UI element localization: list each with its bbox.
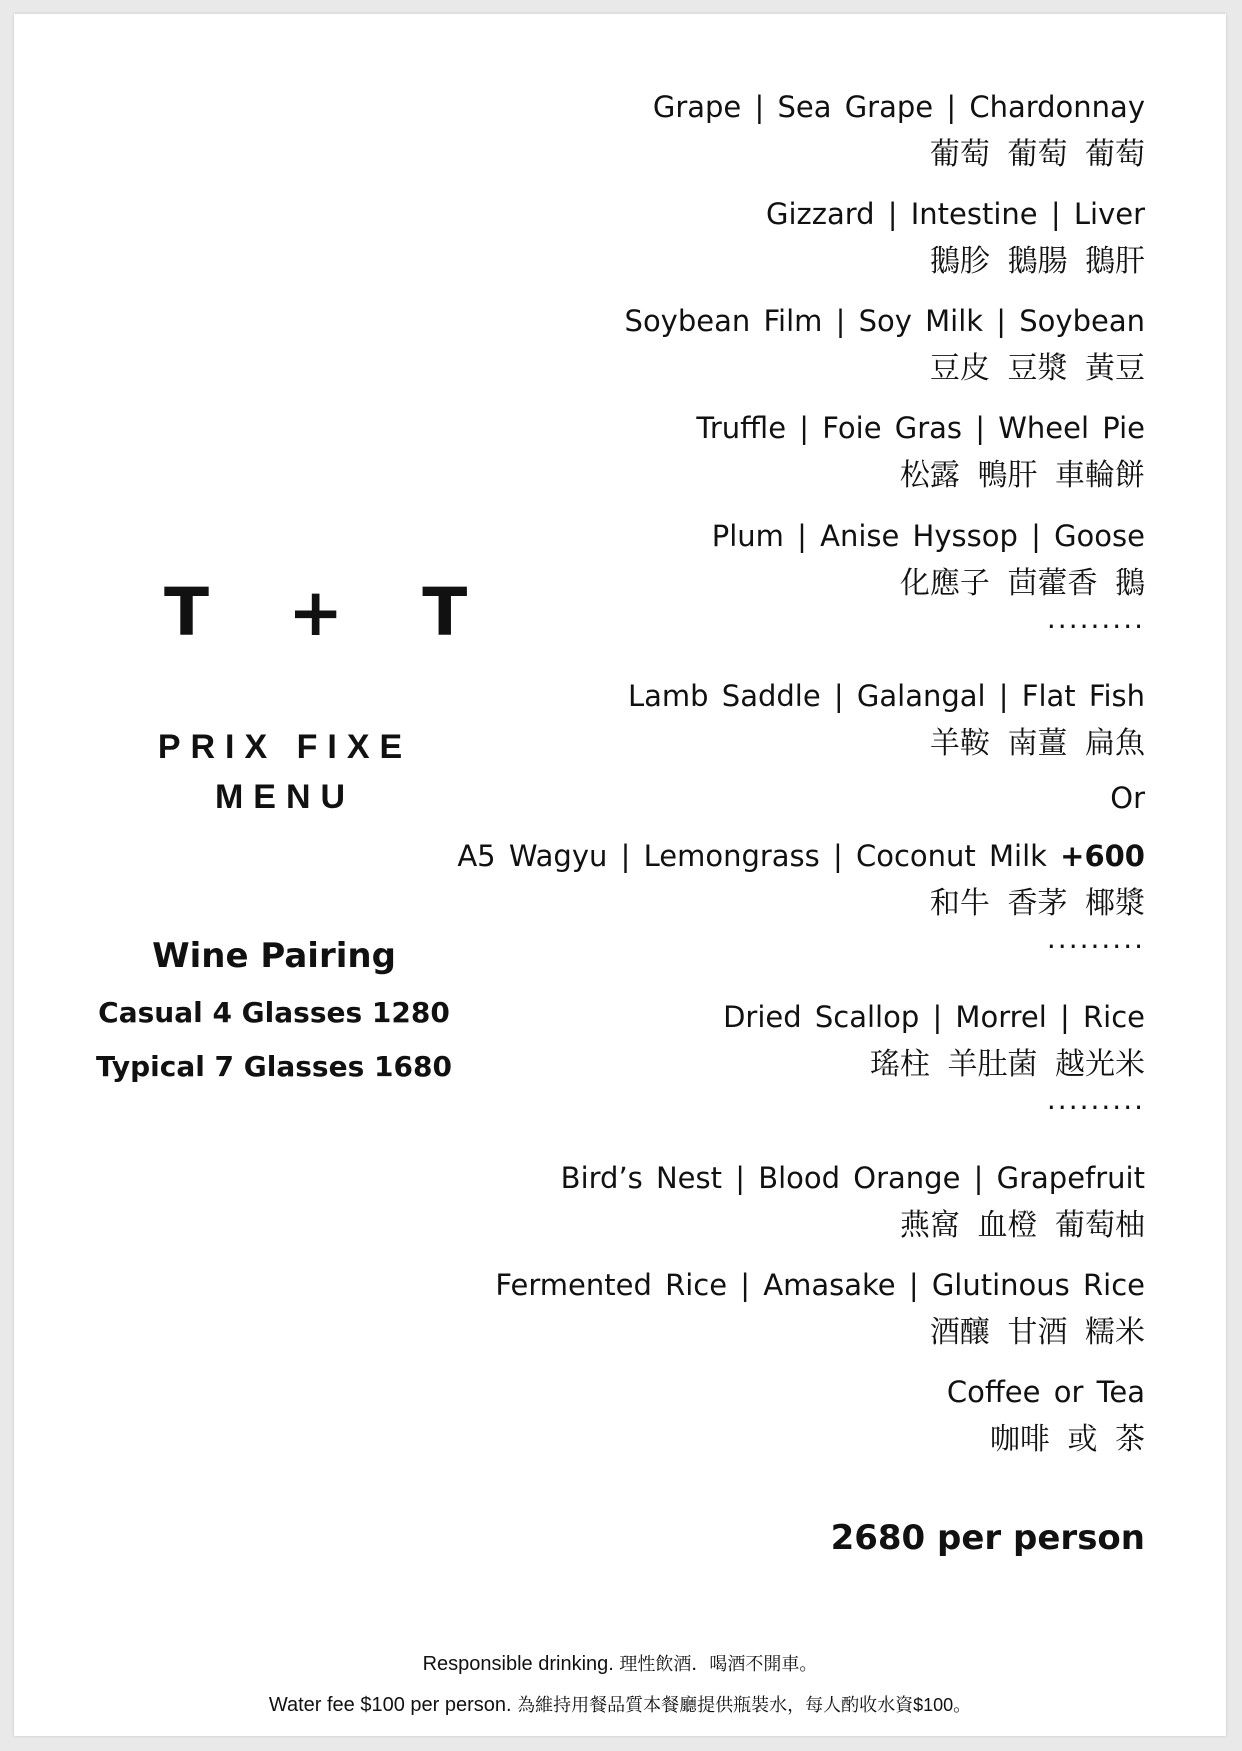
course-6-alt-english: A5 Wagyu | Lemongrass | Coconut Milk +600 [457, 839, 1145, 873]
course-7-chinese: 瑤柱 羊肚菌 越光米 [869, 1047, 1145, 1082]
course-6-alt-chinese: 和牛 香茅 椰漿 [929, 886, 1145, 921]
section-separator-2: ......... [1046, 922, 1145, 955]
footer-line1-english: Responsible drinking. [422, 1653, 614, 1675]
course-9-english: Fermented Rice | Amasake | Glutinous Rice [495, 1268, 1145, 1302]
course-2-chinese: 鵝胗 鵝腸 鵝肝 [929, 244, 1145, 279]
course-4-english: Truffle | Foie Gras | Wheel Pie [696, 411, 1145, 445]
course-8-chinese: 燕窩 血橙 葡萄柚 [899, 1208, 1145, 1243]
course-3-chinese: 豆皮 豆漿 黃豆 [929, 351, 1145, 386]
course-8-english: Bird’s Nest | Blood Orange | Grapefruit [560, 1161, 1145, 1195]
course-2-english: Gizzard | Intestine | Liver [765, 197, 1145, 231]
restaurant-logo-title: T + T [164, 574, 496, 651]
course-1-chinese: 葡萄 葡萄 葡萄 [929, 137, 1145, 172]
footer-line2-chinese: 為維持用餐品質本餐廳提供瓶裝水，每人酌收水資$100。 [517, 1695, 972, 1715]
course-4-chinese: 松露 鴨肝 車輪餅 [899, 458, 1145, 493]
or-label: Or [1110, 781, 1145, 815]
section-separator-3: ......... [1046, 1083, 1145, 1116]
footer-line2-english: Water fee $100 per person. [268, 1694, 512, 1716]
footer-responsible-drinking [14, 1650, 1226, 1676]
wine-pairing-option-casual: Casual 4 Glasses 1280 [98, 996, 450, 1029]
course-6-chinese: 羊鞍 南薑 扁魚 [929, 726, 1145, 761]
menu-price: 2680 per person [830, 1518, 1145, 1558]
menu-subtitle: PRIX FIXE MENU [157, 728, 413, 816]
course-1-english: Grape | Sea Grape | Chardonnay [652, 90, 1145, 124]
course-5-english: Plum | Anise Hyssop | Goose [711, 519, 1145, 553]
wine-pairing-option-typical: Typical 7 Glasses 1680 [96, 1050, 452, 1083]
footer-line1-chinese: 理性飲酒．喝酒不開車。 [619, 1654, 818, 1674]
course-10-chinese: 咖啡 或 茶 [989, 1422, 1145, 1457]
course-6-english: Lamb Saddle | Galangal | Flat Fish [627, 679, 1145, 713]
menu-page [14, 14, 1226, 1736]
footer-water-fee [14, 1691, 1226, 1717]
course-3-english: Soybean Film | Soy Milk | Soybean [624, 304, 1145, 338]
course-9-chinese: 酒釀 甘酒 糯米 [929, 1315, 1145, 1350]
course-7-english: Dried Scallop | Morrel | Rice [723, 1000, 1145, 1034]
surcharge-label: +600 [1060, 839, 1145, 873]
section-separator-1: ......... [1046, 602, 1145, 635]
course-5-chinese: 化應子 茴藿香 鵝 [899, 566, 1145, 601]
course-10-english: Coffee or Tea [946, 1375, 1145, 1409]
wine-pairing-title: Wine Pairing [152, 936, 396, 976]
